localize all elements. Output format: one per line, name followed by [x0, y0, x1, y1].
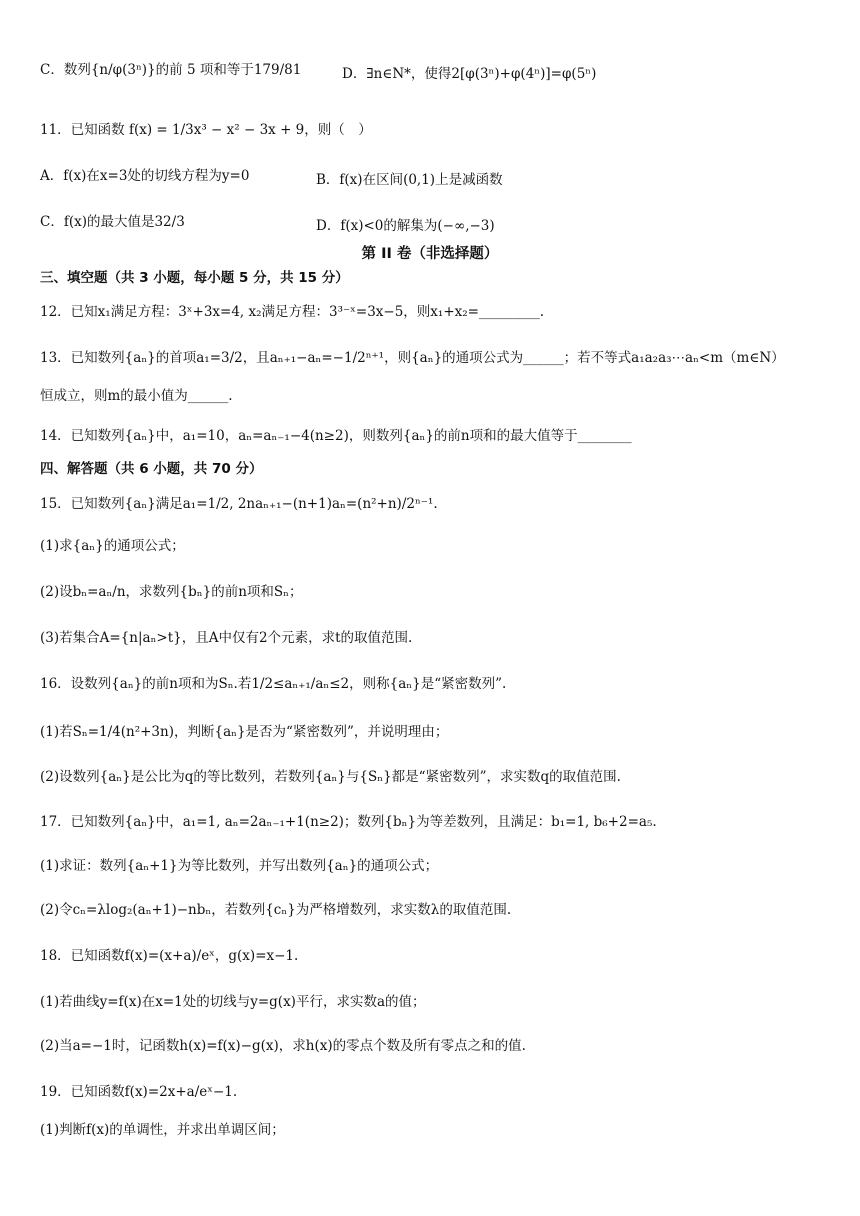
question-15: 15．已知数列{aₙ}满足a₁=1/2, 2naₙ₊₁−(n+1)aₙ=(n²+n)/2ⁿ⁻¹.	[40, 496, 438, 512]
question-18: 18．已知函数f(x)=(x+a)/eˣ，g(x)=x−1.	[40, 948, 299, 964]
q10-option-d: D．∃n∈N*，使得2[φ(3ⁿ)+φ(4ⁿ)]=φ(5ⁿ)	[342, 66, 597, 82]
question-17-part-2: (2)令cₙ=λlog₂(aₙ+1)−nbₙ，若数列{cₙ}为严格增数列，求实数λ的取值范围.	[40, 902, 512, 918]
question-18-part-1: (1)若曲线y=f(x)在x=1处的切线与y=g(x)平行，求实数a的值；	[40, 994, 426, 1010]
q11-option-b: B．f(x)在区间(0,1)上是减函数	[316, 172, 503, 188]
q11-option-c: C．f(x)的最大值是32/3	[40, 214, 185, 230]
question-17: 17．已知数列{aₙ}中，a₁=1, aₙ=2aₙ₋₁+1(n≥2)；数列{bₙ}为等差数列，且满足：b₁=1, b₆+2=a₅.	[40, 814, 657, 830]
question-15-part-2: (2)设bₙ=aₙ/n，求数列{bₙ}的前n项和Sₙ；	[40, 584, 303, 600]
question-13-continued: 恒成立，则m的最小值为______.	[40, 388, 233, 404]
question-14: 14．已知数列{aₙ}中，a₁=10，aₙ=aₙ₋₁−4(n≥2)，则数列{aₙ}的前n项和的最大值等于________	[40, 428, 632, 444]
section-4-heading: 四、解答题（共 6 小题，共 70 分）	[40, 461, 263, 477]
question-16-part-2: (2)设数列{aₙ}是公比为q的等比数列，若数列{aₙ}与{Sₙ}都是“紧密数列”，求实数q的取值范围.	[40, 769, 621, 785]
question-18-part-2: (2)当a=−1时，记函数h(x)=f(x)−g(x)，求h(x)的零点个数及所有零点之和的值.	[40, 1038, 526, 1054]
question-17-part-1: (1)求证：数列{aₙ+1}为等比数列，并写出数列{aₙ}的通项公式；	[40, 858, 439, 874]
q10-option-c: C．数列{n/φ(3ⁿ)}的前 5 项和等于179/81	[40, 62, 302, 78]
question-16: 16．设数列{aₙ}的前n项和为Sₙ.若1/2≤aₙ₊₁/aₙ≤2，则称{aₙ}是“紧密数列”.	[40, 676, 507, 692]
question-13: 13．已知数列{aₙ}的首项a₁=3/2，且aₙ₊₁−aₙ=−1/2ⁿ⁺¹，则{aₙ}的通项公式为______；若不等式a₁a₂a₃⋯aₙ<m（m∈N）	[40, 350, 785, 366]
question-12: 12．已知x₁满足方程：3ˣ+3x=4, x₂满足方程：3³⁻ˣ=3x−5，则x₁+x₂=_________.	[40, 304, 545, 320]
part-2-title: 第 II 卷（非选择题）	[361, 246, 499, 262]
question-15-part-1: (1)求{aₙ}的通项公式；	[40, 538, 185, 554]
question-11: 11．已知函数 f(x) = 1/3x³ − x² − 3x + 9，则（ ）	[40, 122, 372, 138]
q11-option-d: D．f(x)<0的解集为(−∞,−3)	[316, 218, 495, 234]
q11-option-a: A．f(x)在x=3处的切线方程为y=0	[40, 168, 250, 184]
question-16-part-1: (1)若Sₙ=1/4(n²+3n)，判断{aₙ}是否为“紧密数列”，并说明理由；	[40, 724, 449, 740]
question-19: 19．已知函数f(x)=2x+a/eˣ−1.	[40, 1084, 238, 1100]
section-3-heading: 三、填空题（共 3 小题，每小题 5 分，共 15 分）	[40, 270, 349, 286]
question-15-part-3: (3)若集合A={n|aₙ>t}，且A中仅有2个元素，求t的取值范围.	[40, 630, 413, 646]
question-19-part-1: (1)判断f(x)的单调性，并求出单调区间；	[40, 1122, 285, 1138]
